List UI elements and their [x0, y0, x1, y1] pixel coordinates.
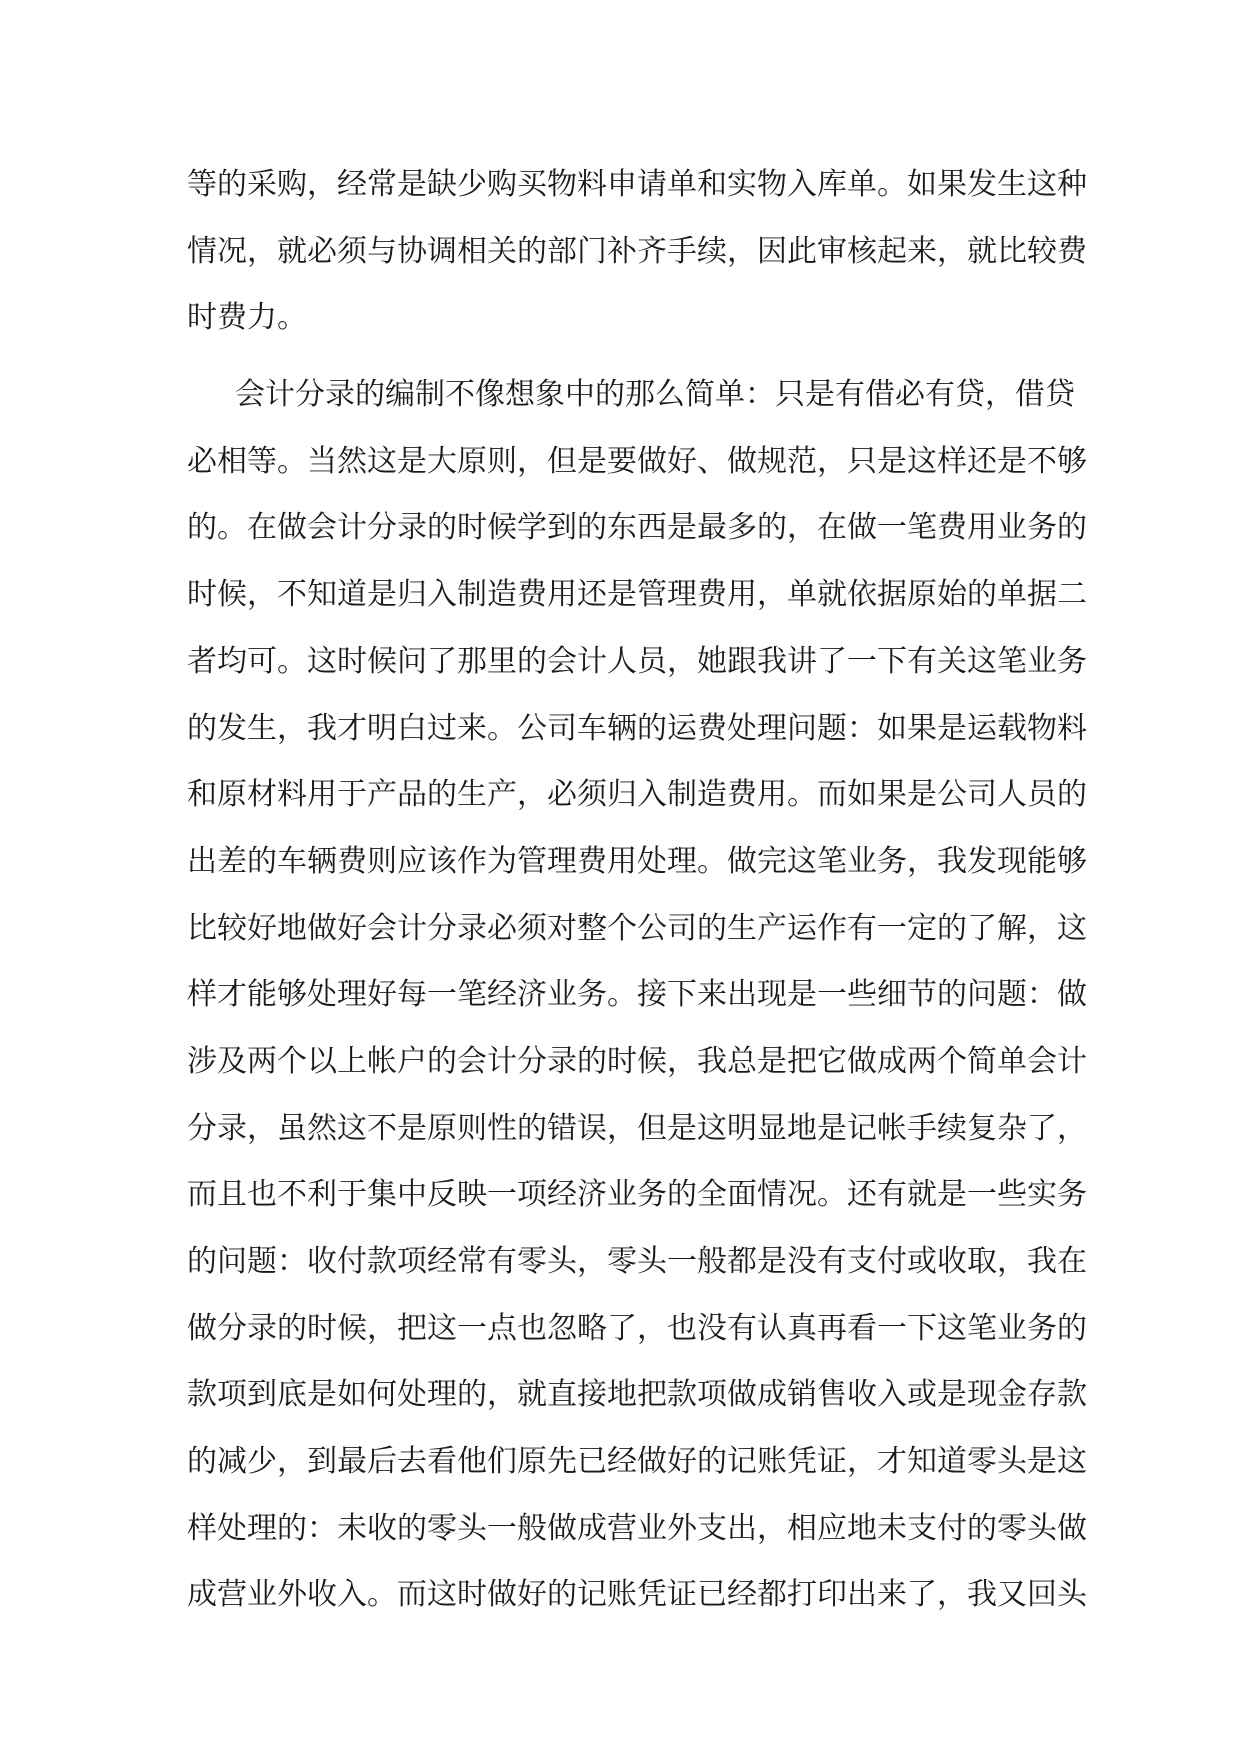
- text-line: 时候，不知道是归入制造费用还是管理费用，单就依据原始的单据二: [187, 577, 1087, 613]
- paragraph-2: [187, 362, 1087, 1629]
- text-line: 等的采购，经常是缺少购买物料申请单和实物入库单。如果发生这种: [187, 167, 1087, 202]
- text-line: 会计分录的编制不像想象中的那么简单：只是有借必有贷，借贷: [235, 377, 1075, 413]
- text-line: 者均可。这时候问了那里的会计人员，她跟我讲了一下有关这笔业务: [187, 643, 1087, 679]
- text-line: 出差的车辆费则应该作为管理费用处理。做完这笔业务，我发现能够: [187, 843, 1087, 879]
- text-line: 做分录的时候，把这一点也忽略了，也没有认真再看一下这笔业务的: [187, 1310, 1087, 1346]
- text-line: 成营业外收入。而这时做好的记账凭证已经都打印出来了，我又回头: [187, 1577, 1087, 1613]
- text-line: 样处理的：未收的零头一般做成营业外支出，相应地未支付的零头做: [187, 1510, 1087, 1546]
- text-line: 而且也不利于集中反映一项经济业务的全面情况。还有就是一些实务: [187, 1177, 1087, 1213]
- paragraph-1: [187, 152, 1087, 352]
- text-line: 和原材料用于产品的生产，必须归入制造费用。而如果是公司人员的: [187, 777, 1087, 813]
- text-line: 样才能够处理好每一笔经济业务。接下来出现是一些细节的问题：做: [187, 977, 1087, 1013]
- document-body: [187, 152, 1087, 1629]
- text-line: 分录，虽然这不是原则性的错误，但是这明显地是记帐手续复杂了，: [187, 1110, 1087, 1146]
- text-line: 比较好地做好会计分录必须对整个公司的生产运作有一定的了解，这: [187, 910, 1087, 946]
- text-line: 的。在做会计分录的时候学到的东西是最多的，在做一笔费用业务的: [187, 510, 1087, 546]
- text-line: 必相等。当然这是大原则，但是要做好、做规范，只是这样还是不够: [187, 443, 1087, 479]
- text-line: 涉及两个以上帐户的会计分录的时候，我总是把它做成两个简单会计: [187, 1043, 1087, 1079]
- text-line: 的减少，到最后去看他们原先已经做好的记账凭证，才知道零头是这: [187, 1444, 1087, 1480]
- text-line: 的问题：收付款项经常有零头，零头一般都是没有支付或收取，我在: [187, 1244, 1087, 1279]
- text-line: 情况，就必须与协调相关的部门补齐手续，因此审核起来，就比较费: [187, 233, 1087, 269]
- text-line: 款项到底是如何处理的，就直接地把款项做成销售收入或是现金存款: [187, 1377, 1087, 1413]
- text-line: 的发生，我才明白过来。公司车辆的运费处理问题：如果是运载物料: [187, 710, 1087, 746]
- text-line: 时费力。: [187, 300, 307, 336]
